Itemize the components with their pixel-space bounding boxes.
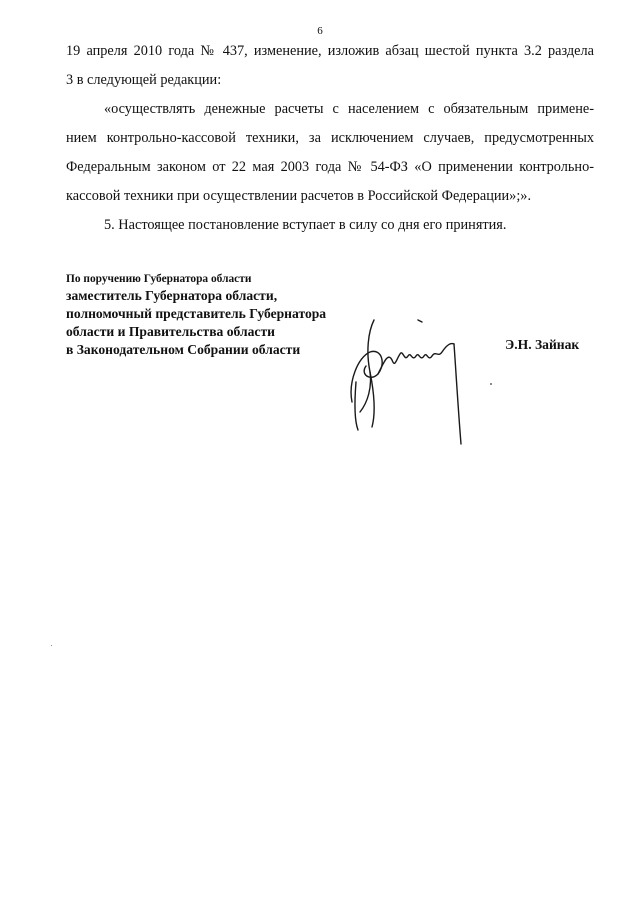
authority-line: По поручению Губернатора области — [66, 273, 252, 285]
signer-title-line: области и Правительства области — [66, 324, 275, 339]
page-number: 6 — [317, 25, 323, 37]
document-body — [66, 37, 594, 240]
item-5: 5. Настоящее постановление вступает в силу со дня его принятия. — [104, 217, 507, 233]
signer-title-line: заместитель Губернатора области, — [66, 288, 278, 303]
quote-line: Федеральным законом от 22 мая 2003 года № 54-ФЗ «О применении контрольно- — [66, 159, 594, 175]
paragraph-line: 3 в следующей редакции: — [66, 72, 222, 88]
scan-speck — [51, 645, 52, 646]
signer-title-line: полномочный представитель Губернатора — [66, 306, 327, 321]
handwritten-signature — [340, 312, 480, 457]
signer-name: Э.Н. Зайнак — [505, 337, 580, 352]
signer-title-line: в Законодательном Собрании области — [66, 342, 301, 357]
ink-dot — [490, 383, 492, 385]
paragraph-line: 19 апреля 2010 года № 437, изменение, изложив абзац шестой пункта 3.2 раздела — [66, 43, 594, 59]
quote-line: «осуществлять денежные расчеты с населением с обязательным примене- — [104, 101, 594, 117]
quote-line: кассовой техники при осуществлении расчетов в Российской Федерации»;». — [66, 188, 532, 204]
quote-line: нием контрольно-кассовой техники, за исключением случаев, предусмотренных — [66, 130, 594, 146]
